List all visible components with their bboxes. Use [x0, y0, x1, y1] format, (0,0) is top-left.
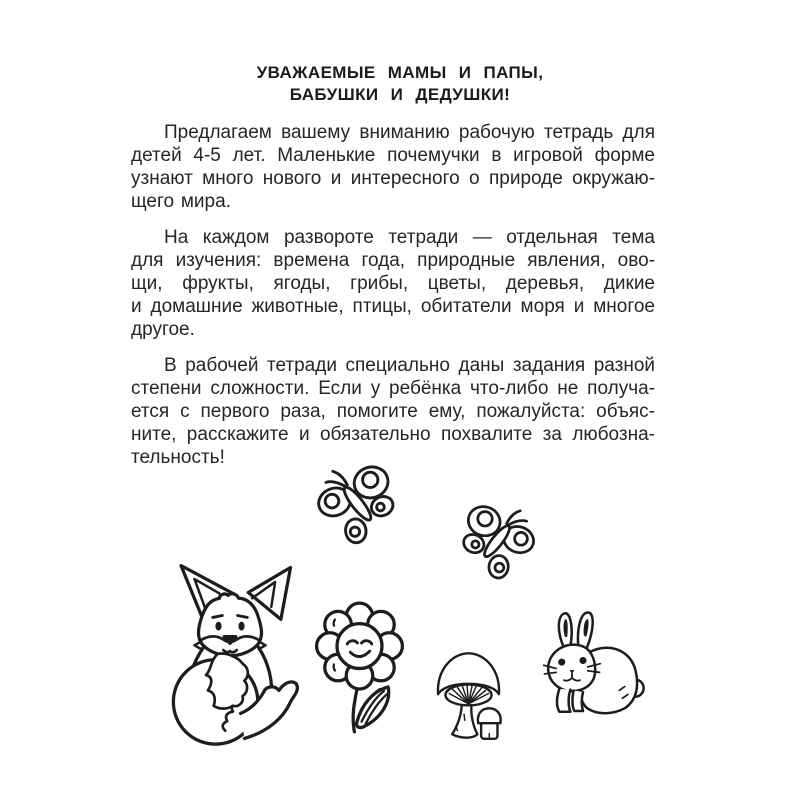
paragraph: [131, 354, 655, 469]
butterfly-icon: [452, 502, 542, 582]
text-line: В рабочей тетради специально даны задания разной: [164, 355, 655, 376]
text-line: ните, расскажите и обязательно похвалите за любозна-: [131, 424, 655, 445]
page-title-line2: БАБУШКИ И ДЕДУШКИ!: [289, 85, 511, 104]
paragraph: [131, 121, 655, 213]
text-line: другое.: [131, 319, 195, 340]
rabbit-icon: [519, 607, 647, 733]
mushrooms-icon: [431, 640, 506, 744]
text-line: степени сложности. Если у ребёнка что-либо не получа-: [131, 378, 655, 399]
text-line: Предлагаем вашему вниманию рабочую тетрадь для: [164, 122, 655, 143]
page-title: [0, 62, 800, 106]
text-line: На каждом развороте тетради — отдельная тема: [164, 227, 655, 248]
text-line: щи, фрукты, ягоды, грибы, цветы, деревья, дикие: [131, 273, 655, 294]
butterfly-icon: [315, 462, 400, 547]
body-text: [131, 121, 655, 469]
text-line: и домашние животные, птицы, обитатели моря и многое: [131, 296, 655, 317]
paragraph: [131, 226, 655, 341]
text-line: щего мира.: [131, 191, 231, 212]
fox-icon: [157, 556, 303, 748]
text-line: узнают много нового и интересного о природе окружаю-: [131, 168, 655, 189]
text-line: для изучения: времена года, природные явления, ово-: [131, 250, 655, 271]
text-line: ется с первого раза, помогите ему, пожалуйста: объяс-: [131, 401, 655, 422]
text-line: тельность!: [131, 447, 225, 468]
text-line: детей 4-5 лет. Маленькие почемучки в игровой форме: [131, 145, 655, 166]
flower-icon: [307, 595, 412, 738]
page-title-line1: УВАЖАЕМЫЕ МАМЫ И ПАПЫ,: [256, 63, 544, 82]
